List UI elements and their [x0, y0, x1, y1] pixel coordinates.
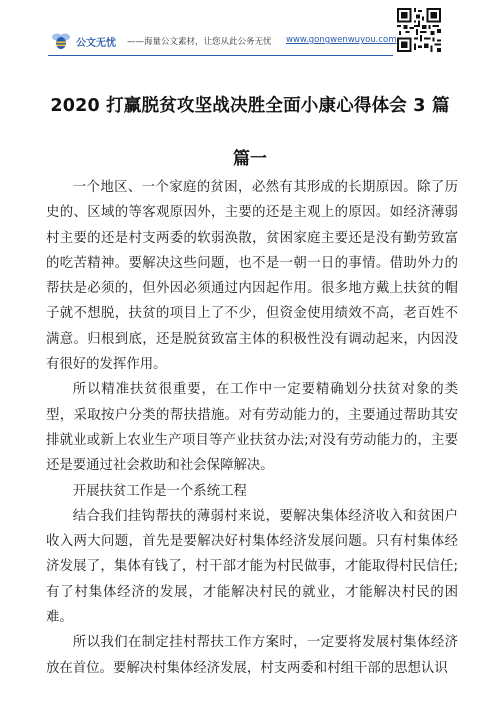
- paragraph: 开展扶贫工作是一个系统工程: [72, 483, 247, 499]
- qr-code-icon: [397, 8, 441, 52]
- bee-logo-icon: [50, 31, 72, 51]
- paragraph: 所以我们在制定挂村帮扶工作方案时，一定要将发展村集体经济放在首位。要解决村集体经济发展，村支两委和村组干部的思想认识: [46, 635, 458, 676]
- page-header: [0, 0, 500, 60]
- section-heading: 篇一: [233, 149, 267, 169]
- document-title: 2020 打赢脱贫攻坚战决胜全面小康心得体会 3 篇: [50, 96, 450, 116]
- paragraph: 结合我们挂钩帮扶的薄弱村来说，要解决集体经济收入和贫困户收入两大问题，首先是要解决好村集体经济发展问题。只有村集体经济发展了，集体有钱了，村干部才能为村民做事，才能取得村民信任;有了村集体经济的发展，才能解决村民的就业，才能解决村民的困难。: [46, 508, 458, 626]
- brand-name: 公文无忧: [76, 38, 116, 49]
- brand-slogan: ——海量公文素材，让您从此公务无忧: [127, 37, 272, 47]
- document-body: [46, 175, 458, 681]
- header-divider: [48, 55, 393, 56]
- paragraph: 所以精准扶贫很重要，在工作中一定要精确划分扶贫对象的类型，采取按户分类的帮扶措施。对有劳动能力的，主要通过帮助其安排就业或新上农业生产项目等产业扶贫办法;对没有劳动能力的，主要还是要通过社会救助和社会保障解决。: [46, 382, 458, 474]
- site-url-link[interactable]: www.gongwenwuyou.com: [286, 35, 397, 45]
- paragraph: 一个地区、一个家庭的贫困，必然有其形成的长期原因。除了历史的、区域的等客观原因外，主要的还是主观上的原因。如经济薄弱村主要的还是村支两委的软弱涣散，贫困家庭主要还是没有勤劳致富的吃苦精神。要解决这些问题，也不是一朝一日的事情。借助外力的帮扶是必须的，但外因必须通过内因起作用。很多地方戴上扶贫的帽子就不想脱，扶贫的项目上了不少，但资金使用绩效不高，老百姓不满意。归根到底，还是脱贫致富主体的积极性没有调动起来，内因没有很好的发挥作用。: [46, 180, 458, 373]
